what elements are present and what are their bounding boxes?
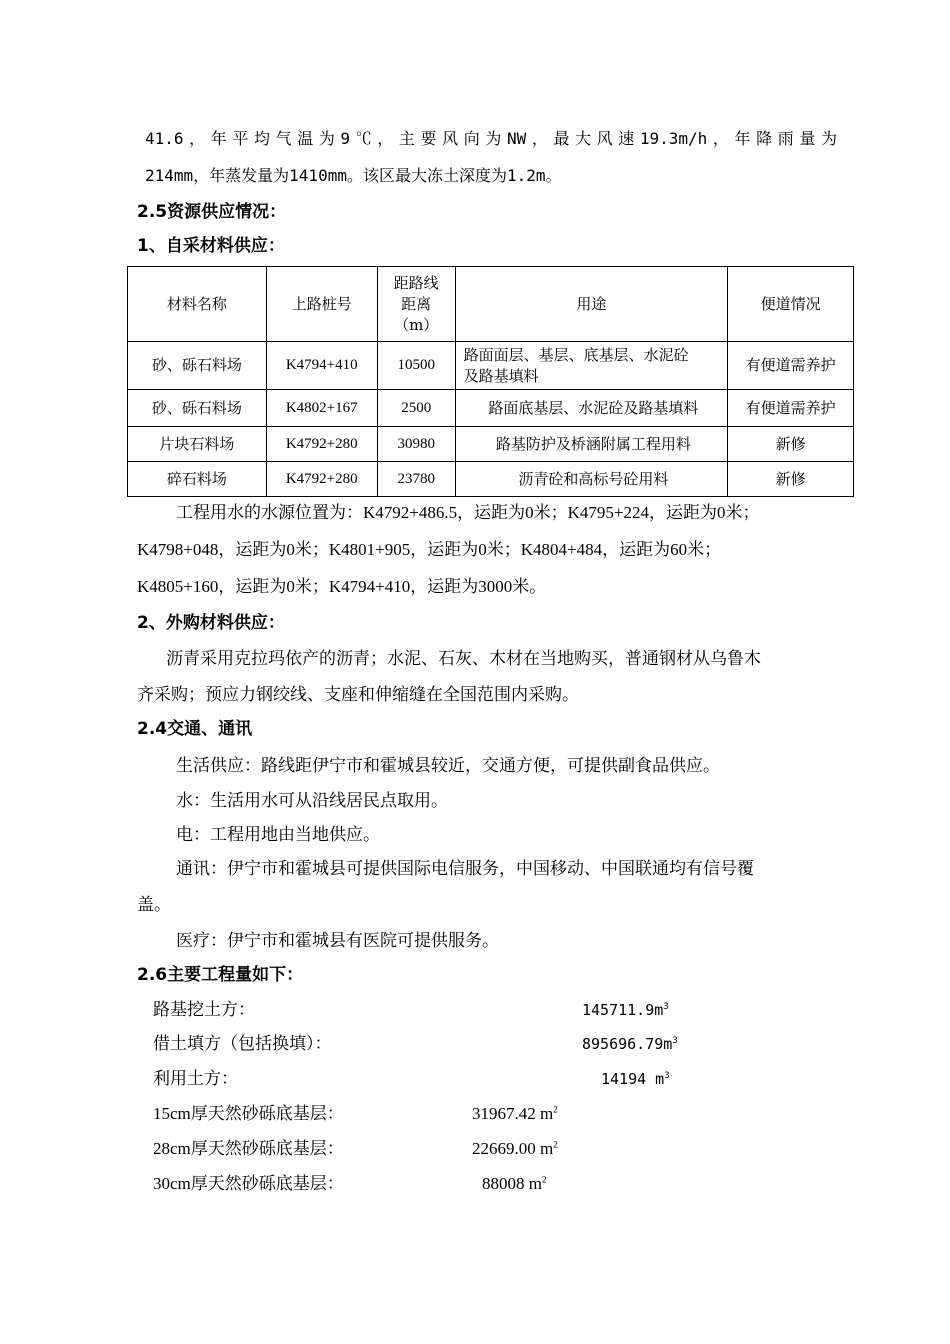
quantity-number: 145711.9m: [582, 1001, 664, 1019]
purchase-line-2: 齐采购；预应力钢绞线、支座和伸缩缝在全国范围内采购。: [137, 685, 579, 705]
cell-use-line: 及路基填料: [463, 366, 539, 385]
cell-station: K4794+410: [266, 342, 377, 390]
medical-line: 医疗：伊宁市和霍城县有医院可提供服务。: [176, 931, 499, 951]
telecom-line-1: 通讯：伊宁市和霍城县可提供国际电信服务，中国移动、中国联通均有信号覆: [176, 859, 754, 879]
section-2-6-heading: 2.6主要工程量如下：: [137, 965, 304, 985]
cell-name: 砂、砾石料场: [128, 342, 267, 390]
power-supply-line: 电：工程用地由当地供应。: [176, 825, 380, 845]
telecom-line-2: 盖。: [137, 895, 171, 915]
cell-access: 新修: [728, 462, 854, 497]
purchase-line-1: 沥青采用克拉玛依产的沥青；水泥、石灰、木材在当地购买，普通钢材从乌鲁木: [166, 649, 761, 669]
header-distance-line: 距离: [401, 294, 432, 313]
header-distance-line: 距路线: [393, 273, 439, 292]
climate-line-2: 214mm，年蒸发量为1410mm。该区最大冻土深度为1.2m。: [145, 166, 562, 185]
cell-access: 有便道需养护: [728, 342, 854, 390]
sub2-heading: 2、外购材料供应：: [137, 613, 285, 633]
cell-use: [455, 390, 728, 427]
unit-superscript: 3: [663, 1002, 669, 1012]
table-row: [128, 427, 854, 462]
cell-distance: 2500: [377, 390, 455, 427]
cell-distance: 10500: [377, 342, 455, 390]
header-distance: [377, 267, 455, 342]
life-supply-line: 生活供应：路线距伊宁市和霍城县较近，交通方便，可提供副食品供应。: [176, 756, 720, 776]
header-access: 便道情况: [728, 267, 854, 342]
cell-use-line: 路面面层、基层、底基层、水泥砼: [463, 345, 689, 364]
water-line-3: K4805+160，运距为0米；K4794+410，运距为3000米。: [137, 577, 547, 596]
unit-superscript: 2: [553, 1139, 558, 1150]
header-material-name: 材料名称: [128, 267, 267, 342]
quantity-label: 30cm厚天然砂砾底基层：: [153, 1174, 344, 1193]
sub1-heading: 1、自采材料供应：: [137, 236, 285, 256]
table-row: [128, 390, 854, 427]
table-header-row: [128, 267, 854, 342]
cell-station: K4792+280: [266, 427, 377, 462]
table-row: [128, 342, 854, 390]
section-2-5-heading: 2.5资源供应情况：: [137, 202, 287, 222]
climate-line-1: 41.6，年平均气温为9℃，主要风向为NW，最大风速19.3m/h，年降雨量为: [145, 129, 837, 148]
water-line-2: K4798+048，运距为0米；K4801+905，运距为0米；K4804+484，运距为60米；: [137, 540, 722, 559]
cell-access: 有便道需养护: [728, 390, 854, 427]
quantity-value: [472, 1103, 558, 1125]
quantity-value: [482, 1173, 546, 1195]
quantity-label: 借土填方（包括换填）：: [153, 1034, 332, 1054]
quantity-value: [472, 1138, 558, 1160]
unit-superscript: 3: [672, 1036, 678, 1046]
unit-superscript: 2: [541, 1174, 547, 1185]
cell-distance: 30980: [377, 427, 455, 462]
quantity-label: 路基挖土方：: [153, 1000, 255, 1020]
quantity-label: 28cm厚天然砂砾底基层：: [153, 1139, 344, 1158]
unit-superscript: 3: [664, 1071, 670, 1081]
cell-name: 砂、砾石料场: [128, 390, 267, 427]
water-supply-line: 水：生活用水可从沿线居民点取用。: [176, 791, 448, 811]
quantity-number: 22669.00 m: [472, 1139, 554, 1158]
quantity-number: 88008 m: [482, 1174, 542, 1193]
header-use: 用途: [455, 267, 728, 342]
quantity-value: [601, 1068, 670, 1090]
quantity-label: 利用土方：: [153, 1069, 238, 1089]
cell-station: K4792+280: [266, 462, 377, 497]
cell-name: 碎石料场: [128, 462, 267, 497]
table-row: [128, 462, 854, 497]
cell-station: K4802+167: [266, 390, 377, 427]
header-distance-line: （m）: [394, 315, 439, 334]
quantity-value: [582, 999, 669, 1021]
quantity-number: 895696.79m: [582, 1035, 673, 1053]
section-2-4-heading: 2.4交通、通讯: [137, 719, 253, 739]
cell-use-line: 路基防护及桥涵附属工程用料: [495, 434, 691, 453]
cell-use: [455, 462, 728, 497]
cell-name: 片块石料场: [128, 427, 267, 462]
cell-use: [455, 427, 728, 462]
unit-superscript: 2: [553, 1104, 558, 1115]
cell-use: [455, 342, 728, 390]
cell-use-line: 沥青砼和高标号砼用料: [518, 469, 669, 488]
water-line-1: 工程用水的水源位置为：K4792+486.5，运距为0米；K4795+224，运距为0米；: [176, 503, 760, 522]
quantity-label: 15cm厚天然砂砾底基层：: [153, 1104, 344, 1123]
material-supply-table: [127, 266, 854, 497]
cell-distance: 23780: [377, 462, 455, 497]
cell-access: 新修: [728, 427, 854, 462]
quantity-number: 31967.42 m: [472, 1104, 554, 1123]
cell-use-line: 路面底基层、水泥砼及路基填料: [488, 398, 699, 417]
quantity-number: 14194 m: [601, 1070, 665, 1088]
quantity-value: [582, 1033, 678, 1055]
header-station: 上路桩号: [266, 267, 377, 342]
